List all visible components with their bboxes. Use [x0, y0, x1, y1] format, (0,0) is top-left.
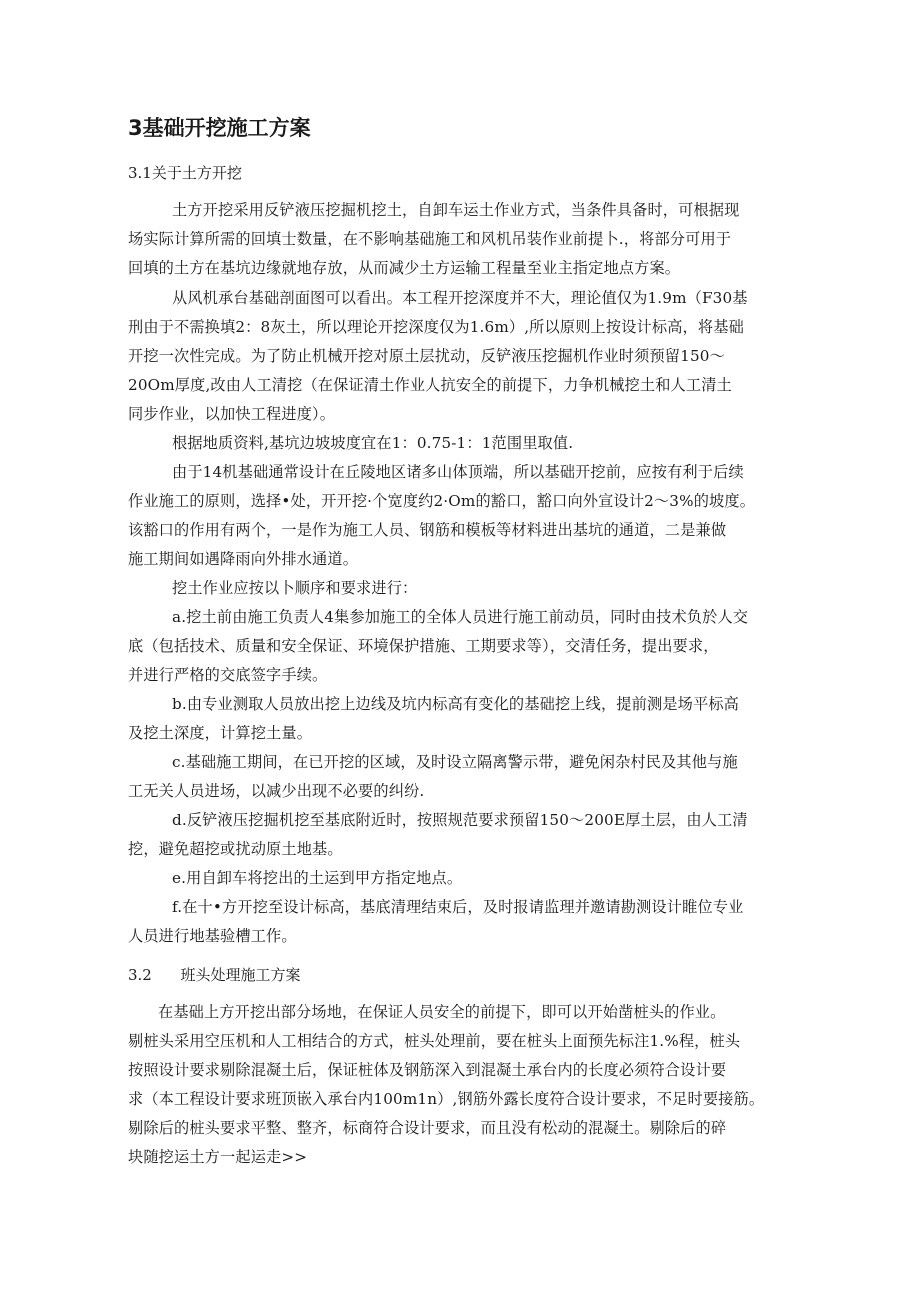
paragraph-excavation-method	[128, 196, 798, 283]
text-line: 回填的土方在基坑边缘就地存放，从而减少土方运输工程量至业主指定地点方案。	[128, 259, 681, 277]
text-line: 剔除后的桩头要求平整、整齐，标商符合设计要求，而且没有松动的混凝土。剔除后的碎	[128, 1119, 727, 1137]
section-heading-3-1: 3.1关于土方开挖	[128, 164, 242, 182]
text-line: d.反铲液压挖掘机挖至基底附近时，按照规范要求预留150～200E厚土层，由人工清	[172, 811, 748, 829]
section-heading-3-2: 3.2 班头处理施工方案	[128, 966, 301, 984]
list-item-e	[128, 864, 798, 893]
text-line: b.由专业测取人员放出挖上边线及坑内标高有变化的基础挖上线，提前测是场平标高	[172, 695, 739, 713]
text-line: 挖，避免超挖或扰动原土地基。	[128, 840, 343, 858]
text-line: e.用自卸车将挖出的土运到甲方指定地点。	[172, 869, 463, 887]
text-line: 在基础上方开挖出部分场地，在保证人员安全的前提下，即可以开始凿桩头的作业。	[158, 1003, 726, 1021]
paragraph-notch	[128, 458, 798, 574]
text-line: c.基础施工期间，在已开挖的区域，及时设立隔离警示带，避免闲杂村民及其他与施	[172, 753, 738, 771]
text-line: 求（本工程设计要求班顶嵌入承台内100m1n）,钢筋外露长度符合设计要求，不足时要接筋。	[128, 1090, 765, 1108]
list-item-d	[128, 806, 798, 864]
text-line: a.挖土前由施工负责人4集参加施工的全体人员进行施工前动员，同时由技术负於人交	[172, 608, 749, 626]
text-line: 根据地质资料,基坑边坡坡度宜在1：0.75-1：1范围里取值.	[172, 434, 574, 452]
text-line: 并进行严格的交底签字手续。	[128, 666, 328, 684]
paragraph-sequence-intro	[128, 574, 798, 603]
text-line: 20Om厚度,改由人工清挖（在保证清土作业人抗安全的前提下，力争机械挖土和人工清土	[128, 376, 732, 394]
list-item-a	[128, 603, 798, 690]
text-line: 刑由于不需换填2：8灰土，所以理论开挖深度仅为1.6m）,所以原则上按设计标高，将基础	[128, 318, 744, 336]
text-line: 人员进行地基验槽工作。	[128, 927, 297, 945]
text-line: 工无关人员进场，以减少出现不必要的纠纷.	[128, 782, 425, 800]
list-item-b	[128, 690, 798, 748]
text-line: 从风机承台基础剖面图可以看出。本工程开挖深度并不大，理论值仅为1.9m（F30基	[172, 289, 748, 307]
list-item-f	[128, 893, 798, 951]
text-line: 开挖一次性完成。为了防止机械开挖对原土层扰动，反铲液压挖掘机作业时须预留150～	[128, 347, 725, 365]
paragraph-excavation-depth	[128, 284, 798, 429]
text-line: 按照设计要求剔除混凝土后，保证桩体及钢筋深入到混凝土承台内的长度必须符合设计要	[128, 1061, 727, 1079]
text-line: 及挖土深度，计算挖土量。	[128, 724, 313, 742]
text-line: 剔桩头采用空压机和人工相结合的方式，桩头处理前，要在桩头上面预先标注1.%程，桩头	[128, 1032, 741, 1050]
text-line: 土方开挖采用反铲液压挖掘机挖土，自卸车运土作业方式，当条件具备时，可根据现	[172, 201, 740, 219]
text-line: 挖土作业应按以卜顺序和要求进行：	[172, 579, 418, 597]
text-line: 作业施工的原则，选择•处，开开挖·个宽度约2·Om的豁口，豁口向外宣设计2～3%的坡度。	[128, 492, 756, 510]
list-item-c	[128, 748, 798, 806]
paragraph-slope	[128, 429, 798, 458]
text-line: 底（包括技术、质量和安全保证、环境保护措施、工期要求等），交清任务，提出要求，	[128, 637, 719, 655]
text-line: 场实际计算所需的回填士数量，在不影响基础施工和风机吊装作业前提卜.，将部分可用于	[128, 230, 732, 248]
text-line: 由于14机基础通常设计在丘陵地区诸多山体顶端，所以基础开挖前，应按有利于后续	[172, 463, 744, 481]
text-line: 施工期间如遇降雨向外排水通道。	[128, 550, 359, 568]
page-title: 3基础开挖施工方案	[128, 116, 311, 140]
text-line: 同步作业，以加快工程进度）。	[128, 405, 336, 423]
text-line: 块随挖运土方一起运走>>	[128, 1148, 308, 1166]
text-line: f.在十•方开挖至设计标高，基底清理结束后，及时报请监理并邀请勘测设计睢位专业	[172, 898, 744, 916]
text-line: 该豁口的作用有两个，一是作为施工人员、钢筋和模板等材料进出基坑的通道，二是兼做	[128, 521, 727, 539]
paragraph-pile-head	[128, 998, 798, 1172]
